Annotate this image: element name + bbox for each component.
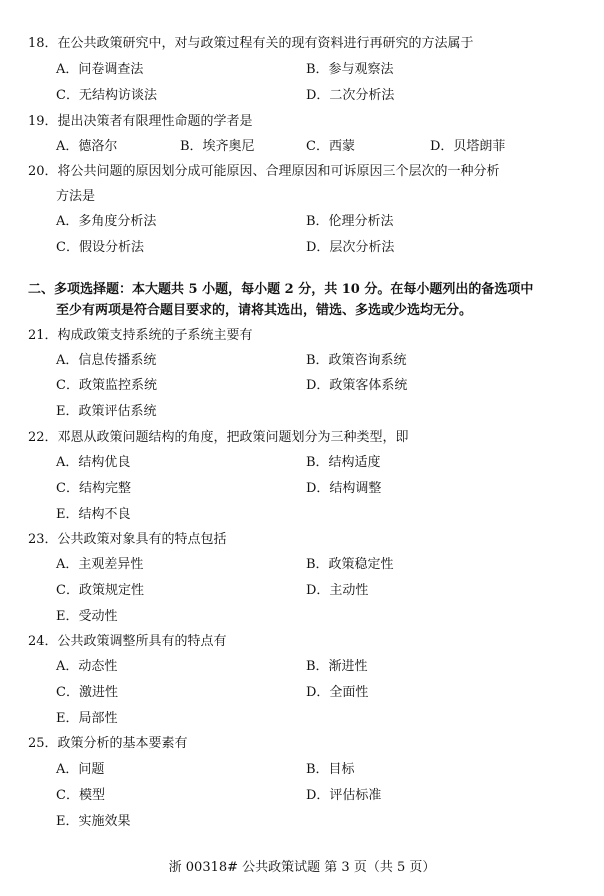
q20-stem-line2: 方法是 xyxy=(56,189,96,204)
q22-option-c: C．结构完整 xyxy=(56,481,131,496)
q21-option-a: A．信息传播系统 xyxy=(56,353,157,368)
q25-option-c: C．模型 xyxy=(56,788,105,803)
q25-option-e: E．实施效果 xyxy=(56,814,131,829)
q24-option-a: A．动态性 xyxy=(56,659,118,674)
q24-option-d: D．全面性 xyxy=(306,685,369,700)
q22-option-d: D．结构调整 xyxy=(306,481,382,496)
q18-stem: 18．在公共政策研究中，对与政策过程有关的现有资料进行再研究的方法属于 xyxy=(28,36,474,51)
q21-stem: 21．构成政策支持系统的子系统主要有 xyxy=(28,328,253,343)
section2-heading: 二、多项选择题：本大题共 5 小题，每小题 2 分，共 10 分。在每小题列出的备选项中 xyxy=(28,282,534,297)
q19-option-b: B．埃齐奥尼 xyxy=(180,139,255,154)
q24-option-c: C．激进性 xyxy=(56,685,118,700)
q19-option-d: D．贝塔朗菲 xyxy=(430,139,506,154)
q21-option-c: C．政策监控系统 xyxy=(56,378,157,393)
q23-option-a: A．主观差异性 xyxy=(56,557,144,572)
q23-option-d: D．主动性 xyxy=(306,583,369,598)
q20-option-c: C．假设分析法 xyxy=(56,240,144,255)
q23-option-e: E．受动性 xyxy=(56,609,118,624)
q18-option-d: D．二次分析法 xyxy=(306,88,395,103)
q22-option-a: A．结构优良 xyxy=(56,455,131,470)
q19-stem: 19．提出决策者有限理性命题的学者是 xyxy=(28,114,253,129)
q22-option-b: B．结构适度 xyxy=(306,455,381,470)
q25-stem: 25．政策分析的基本要素有 xyxy=(28,736,188,751)
q23-option-c: C．政策规定性 xyxy=(56,583,144,598)
q25-option-a: A．问题 xyxy=(56,762,105,777)
q22-stem: 22．邓恩从政策问题结构的角度，把政策问题划分为三种类型，即 xyxy=(28,430,409,445)
q20-option-a: A．多角度分析法 xyxy=(56,214,157,229)
q25-option-d: D．评估标准 xyxy=(306,788,382,803)
q21-option-b: B．政策咨询系统 xyxy=(306,353,407,368)
q18-option-c: C．无结构访谈法 xyxy=(56,88,157,103)
q21-option-d: D．政策客体系统 xyxy=(306,378,408,393)
q20-option-d: D．层次分析法 xyxy=(306,240,395,255)
section2-instructions: 至少有两项是符合题目要求的，请将其选出，错选、多选或少选均无分。 xyxy=(56,303,473,318)
q18-option-a: A．问卷调查法 xyxy=(56,62,144,77)
q18-option-b: B．参与观察法 xyxy=(306,62,394,77)
q23-option-b: B．政策稳定性 xyxy=(306,557,394,572)
q19-option-a: A．德洛尔 xyxy=(56,139,118,154)
q24-option-e: E．局部性 xyxy=(56,711,118,726)
q23-stem: 23．公共政策对象具有的特点包括 xyxy=(28,532,227,547)
q22-option-e: E．结构不良 xyxy=(56,507,131,522)
q24-stem: 24．公共政策调整所具有的特点有 xyxy=(28,634,227,649)
q21-option-e: E．政策评估系统 xyxy=(56,404,157,419)
q25-option-b: B．目标 xyxy=(306,762,355,777)
page-footer: 浙 00318# 公共政策试题 第 3 页（共 5 页） xyxy=(168,860,436,875)
q19-option-c: C．西蒙 xyxy=(306,139,355,154)
q20-option-b: B．伦理分析法 xyxy=(306,214,394,229)
q20-stem-line1: 20．将公共问题的原因划分成可能原因、合理原因和可诉原因三个层次的一种分析 xyxy=(28,164,500,179)
q24-option-b: B．渐进性 xyxy=(306,659,368,674)
